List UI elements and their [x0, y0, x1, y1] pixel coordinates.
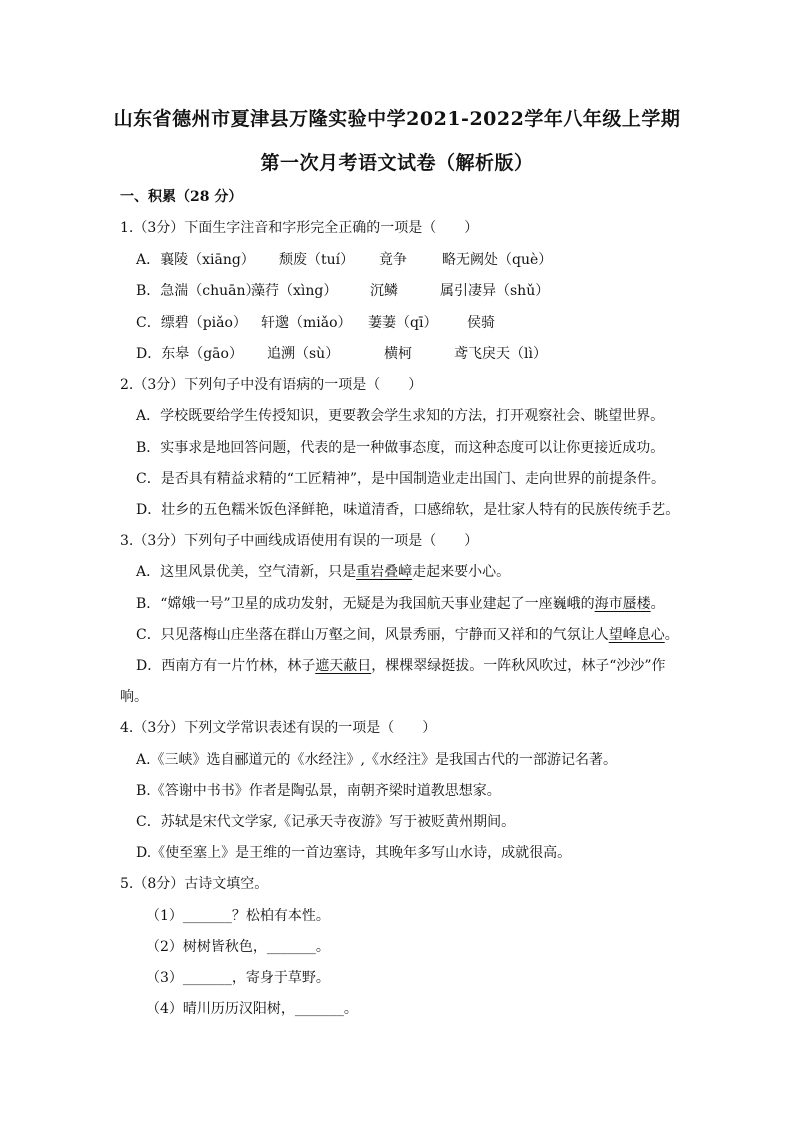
option-b-word-3: 沉鳞 — [370, 283, 398, 299]
option-d-word-2: 追溯（sù） — [267, 346, 340, 362]
question-1-stem: 1.（3分）下面生字注音和字形完全正确的一项是（ ） — [120, 220, 479, 236]
question-3-option-c — [136, 624, 679, 644]
option-b-underlined-idiom: 海市蜃楼 — [594, 596, 651, 612]
question-5-item-1 — [146, 905, 330, 925]
option-c-text-after: 。 — [664, 627, 679, 643]
item-3-suffix: ，寄身于草野。 — [231, 970, 330, 986]
question-3-stem: 3.（3分）下列句子中画线成语使用有误的一项是（ ） — [120, 533, 479, 549]
item-1-prefix: （1） — [146, 908, 183, 924]
option-d-word-3: 横柯 — [384, 346, 412, 362]
item-1-suffix: ？松柏有本性。 — [231, 908, 330, 924]
question-3-option-b — [136, 593, 665, 613]
option-a-text-before: A．这里风景优美，空气清新，只是 — [136, 564, 357, 580]
question-4-option-c: C．苏轼是宋代文学家,《记承天寺夜游》写于被贬黄州期间。 — [136, 814, 516, 830]
option-b-text-after: 。 — [650, 596, 665, 612]
option-a-word-4: 略无阙处（què） — [442, 252, 553, 268]
question-4-option-d: D.《使至塞上》是王维的一首边塞诗，其晚年多写山水诗，成就很高。 — [136, 845, 572, 861]
option-d-text-before: D．西南方有一片竹林，林子 — [136, 658, 316, 674]
option-a-underlined-idiom: 重岩叠嶂 — [356, 564, 413, 580]
question-3-option-a — [136, 561, 510, 581]
option-b-word-1: B．急湍（chuān） — [136, 283, 260, 299]
question-4-stem: 4.（3分）下列文学常识表述有误的一项是（ ） — [120, 720, 437, 736]
item-2-blank[interactable]: _______ — [266, 939, 316, 955]
option-c-word-4: 侯骑 — [467, 315, 495, 331]
exam-title-line2: 第一次月考语文试卷（解析版） — [260, 152, 534, 174]
option-c-word-2: 轩邈（miǎo） — [261, 315, 352, 331]
option-d-text-after: ，棵棵翠绿挺拔。一阵秋风吹过，林子“沙沙”作 — [371, 658, 666, 674]
exam-title-line1: 山东省德州市夏津县万隆实验中学2021-2022学年八年级上学期 — [113, 108, 681, 130]
option-b-word-4: 属引凄异（shǔ） — [440, 283, 550, 299]
option-d-underlined-idiom: 遮天蔽日 — [315, 658, 372, 674]
question-2-option-a: A．学校既要给学生传授知识，更要教会学生求知的方法，打开观察社会、眺望世界。 — [136, 408, 665, 424]
question-5-item-2 — [146, 936, 330, 956]
item-4-blank[interactable]: _______ — [294, 1001, 344, 1017]
option-b-word-2: 藻荇（xìng） — [251, 283, 338, 299]
option-c-word-1: C．缥碧（piǎo） — [136, 315, 247, 331]
question-3-option-d — [136, 655, 666, 675]
question-4-option-b: B.《答谢中书书》作者是陶弘景，南朝齐梁时道教思想家。 — [136, 783, 501, 799]
question-3-option-d-continuation: 响。 — [120, 689, 148, 705]
item-4-prefix: （4）晴川历历汉阳树， — [146, 1001, 295, 1017]
option-c-underlined-idiom: 望峰息心 — [608, 627, 665, 643]
question-4-option-a: A.《三峡》选自郦道元的《水经注》,《水经注》是我国古代的一部游记名著。 — [136, 752, 618, 768]
question-5-item-3 — [146, 967, 330, 987]
item-3-blank[interactable]: _______ — [182, 970, 232, 986]
question-5-item-4 — [146, 998, 358, 1018]
question-2-option-d: D．壮乡的五色糯米饭色泽鲜艳，味道清香，口感绵软，是壮家人特有的民族传统手艺。 — [136, 502, 680, 518]
option-d-word-4: 鸢飞戾天（lì） — [454, 346, 547, 362]
option-c-word-3: 萋萋（qī） — [368, 315, 438, 331]
item-4-suffix: 。 — [343, 1001, 358, 1017]
option-a-text-after: 走起来要小心。 — [412, 564, 511, 580]
option-b-text-before: B．“嫦娥一号”卫星的成功发射，无疑是为我国航天事业建起了一座巍峨的 — [136, 596, 595, 612]
question-2-option-c: C．是否具有精益求精的“工匠精神”，是中国制造业走出国门、走向世界的前提条件。 — [136, 471, 666, 487]
option-d-word-1: D．东皋（gāo） — [136, 346, 243, 362]
option-a-word-1: A．襄陵（xiāng） — [136, 252, 255, 268]
section-heading: 一、积累（28 分） — [120, 189, 243, 205]
item-1-blank[interactable]: _______ — [182, 908, 232, 924]
item-3-prefix: （3） — [146, 970, 183, 986]
question-5-stem: 5.（8分）古诗文填空。 — [120, 876, 269, 892]
question-2-option-b: B．实事求是地回答问题，代表的是一种做事态度，而这种态度可以让你更接近成功。 — [136, 440, 665, 456]
item-2-suffix: 。 — [315, 939, 330, 955]
option-c-text-before: C．只见落梅山庄坐落在群山万壑之间，风景秀丽，宁静而又祥和的气氛让人 — [136, 627, 609, 643]
question-2-stem: 2.（3分）下列句子中没有语病的一项是（ ） — [120, 377, 423, 393]
item-2-prefix: （2）树树皆秋色， — [146, 939, 267, 955]
option-a-word-2: 颓废（tuí） — [279, 252, 355, 268]
option-a-word-3: 竟争 — [379, 252, 407, 268]
